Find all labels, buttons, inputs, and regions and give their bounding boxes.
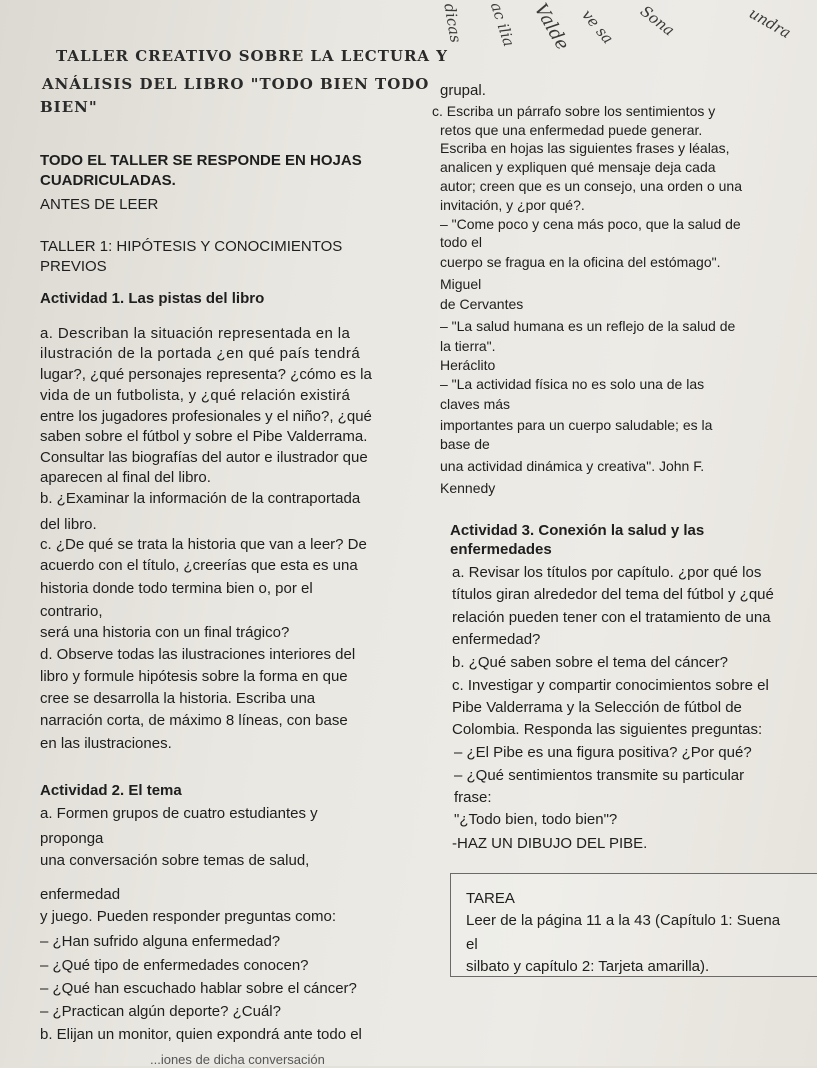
quote-line: – "La actividad física no es solo una de las	[440, 376, 705, 392]
paragraph-line: – ¿Qué sentimientos transmite su particular	[454, 767, 745, 784]
quote-author: de Cervantes	[440, 296, 524, 312]
handwritten-note: undra	[746, 4, 795, 43]
quote-author: Miguel	[440, 276, 482, 292]
paragraph-line: invitación, y ¿por qué?.	[440, 197, 585, 213]
activity-title: Actividad 3. Conexión la salud y las	[450, 522, 705, 539]
paragraph-line: y juego. Pueden responder preguntas como:	[40, 908, 337, 925]
quote-line: claves más	[440, 396, 511, 412]
paragraph-line: historia donde todo termina bien o, por el	[40, 580, 313, 597]
paragraph-line: – ¿Practican algún deporte? ¿Cuál?	[40, 1003, 281, 1020]
section-heading: TALLER 1: HIPÓTESIS Y CONOCIMIENTOS	[40, 238, 343, 255]
paragraph-line: b. Elijan un monitor, quien expondrá ante todo el	[40, 1026, 362, 1043]
homework-label: TAREA	[466, 890, 515, 907]
paragraph-line: autor; creen que es un consejo, una orden o una	[440, 178, 742, 194]
paragraph-line: aparecen al final del libro.	[40, 469, 211, 486]
paragraph-line: a. Revisar los títulos por capítulo. ¿por qué los	[452, 564, 762, 581]
paragraph-line: Escriba en hojas las siguientes frases y léalas,	[440, 140, 730, 156]
paragraph-line: saben sobre el fútbol y sobre el Pibe Valderrama.	[40, 428, 368, 445]
worksheet-title: BIEN"	[40, 98, 98, 116]
paragraph-line: lugar?, ¿qué personajes representa? ¿cómo es la	[40, 366, 372, 383]
paragraph-line: en las ilustraciones.	[40, 735, 172, 752]
quote-line: base de	[440, 436, 490, 452]
paragraph-line: vida de un futbolista, y ¿qué relación existirá	[40, 387, 351, 404]
paragraph-line: a. Describan la situación representada en la	[40, 325, 351, 342]
handwritten-note: ac ilia	[486, 0, 519, 49]
paragraph-line: ilustración de la portada ¿en qué país tendrá	[40, 345, 361, 362]
paragraph-line: – ¿El Pibe es una figura positiva? ¿Por qué?	[454, 744, 752, 761]
paragraph-line: analicen y expliquen qué mensaje deja cada	[440, 159, 716, 175]
quote-line: todo el	[440, 234, 483, 250]
paragraph-line: retos que una enfermedad puede generar.	[440, 122, 703, 138]
quote-line: – "La salud humana es un reflejo de la salud de	[440, 318, 736, 334]
quote-author: Kennedy	[440, 480, 496, 496]
paragraph-line: acuerdo con el título, ¿creerías que esta es una	[40, 557, 358, 574]
paragraph-line: b. ¿Qué saben sobre el tema del cáncer?	[452, 654, 728, 671]
paragraph-line: entre los jugadores profesionales y el niño?, ¿qué	[40, 408, 372, 425]
paragraph-line: será una historia con un final trágico?	[40, 624, 290, 641]
paragraph-line: ...iones de dicha conversación	[150, 1052, 325, 1067]
worksheet-title: ANÁLISIS DEL LIBRO "TODO BIEN TODO	[42, 75, 430, 93]
paragraph-line: c. Investigar y compartir conocimientos sobre el	[452, 677, 769, 694]
paragraph-line: libro y formule hipótesis sobre la forma en que	[40, 668, 348, 685]
paragraph-line: narración corta, de máximo 8 líneas, con base	[40, 712, 348, 729]
paragraph-line: una conversación sobre temas de salud,	[40, 852, 310, 869]
quote-line: cuerpo se fragua en la oficina del estómago".	[440, 254, 721, 270]
quote-line: una actividad dinámica y creativa". John F.	[440, 458, 705, 474]
activity-title: enfermedades	[450, 541, 552, 558]
paragraph-line: c. ¿De qué se trata la historia que van a leer? De	[40, 536, 367, 553]
paragraph-line: c. Escriba un párrafo sobre los sentimientos y	[432, 103, 716, 119]
paragraph-line: del libro.	[40, 516, 97, 533]
worksheet-title: TALLER CREATIVO SOBRE LA LECTURA Y	[56, 47, 448, 65]
activity-title: Actividad 2. El tema	[40, 782, 182, 799]
paragraph-line: enfermedad?	[452, 631, 541, 648]
handwritten-note: Sona	[636, 2, 678, 40]
paragraph-line: Consultar las biografías del autor e ilustrador que	[40, 449, 368, 466]
instruction-heading: TODO EL TALLER SE RESPONDE EN HOJAS	[40, 152, 362, 169]
activity-title: Actividad 1. Las pistas del libro	[40, 290, 265, 307]
paragraph-line: -HAZ UN DIBUJO DEL PIBE.	[452, 835, 648, 852]
paragraph-line: d. Observe todas las ilustraciones interiores del	[40, 646, 356, 663]
paragraph-line: "¿Todo bien, todo bien"?	[454, 811, 618, 828]
homework-text: silbato y capítulo 2: Tarjeta amarilla).	[466, 958, 710, 975]
paragraph-line: – ¿Qué tipo de enfermedades conocen?	[40, 957, 309, 974]
homework-text: el	[466, 936, 478, 953]
quote-line: la tierra".	[440, 338, 496, 354]
handwritten-note: dicas	[440, 2, 465, 44]
paragraph-line: b. ¿Examinar la información de la contraportada	[40, 490, 361, 507]
section-heading: ANTES DE LEER	[40, 196, 159, 213]
paragraph-line: proponga	[40, 830, 104, 847]
instruction-heading: CUADRICULADAS.	[40, 172, 176, 189]
paragraph-line: – ¿Qué han escuchado hablar sobre el cáncer?	[40, 980, 357, 997]
paragraph-line: Pibe Valderrama y la Selección de fútbol de	[452, 699, 742, 716]
paragraph-line: cree se desarrolla la historia. Escriba una	[40, 690, 316, 707]
quote-line: – "Come poco y cena más poco, que la salud de	[440, 216, 741, 232]
paragraph-line: frase:	[454, 789, 492, 806]
paragraph-line: a. Formen grupos de cuatro estudiantes y	[40, 805, 318, 822]
handwritten-note: ve sa	[578, 6, 617, 48]
homework-text: Leer de la página 11 a la 43 (Capítulo 1: Suena	[466, 912, 781, 929]
paragraph-line: Colombia. Responda las siguientes preguntas:	[452, 721, 763, 738]
paragraph-line: contrario,	[40, 603, 103, 620]
section-heading: PREVIOS	[40, 258, 107, 275]
quote-author: Heráclito	[440, 357, 496, 373]
paragraph-line: relación pueden tener con el tratamiento de una	[452, 609, 771, 626]
handwritten-note: Valde	[529, 0, 574, 54]
paragraph-line: enfermedad	[40, 886, 121, 903]
quote-line: importantes para un cuerpo saludable; es la	[440, 417, 713, 433]
paragraph-line: grupal.	[440, 82, 486, 99]
paragraph-line: – ¿Han sufrido alguna enfermedad?	[40, 933, 281, 950]
paragraph-line: títulos giran alrededor del tema del fútbol y ¿qué	[452, 586, 774, 603]
